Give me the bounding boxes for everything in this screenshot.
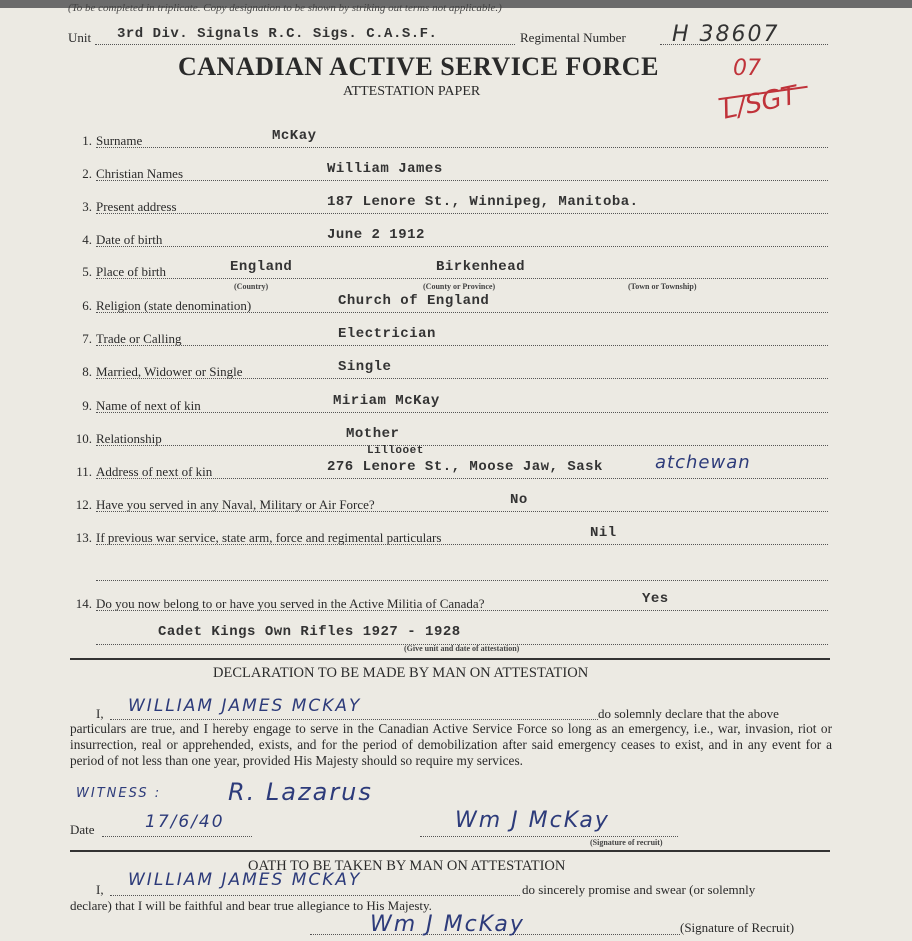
declaration-name: WILLIAM JAMES MCKAY (128, 696, 362, 716)
divider (70, 658, 830, 660)
oath-text: do sincerely promise and swear (or solemnly (522, 882, 756, 897)
field-number: 4. (82, 232, 92, 247)
field-number: 3. (82, 199, 92, 214)
field-label: Religion (state denomination) (96, 298, 252, 313)
field-number: 7. (82, 331, 92, 346)
militia-caption: (Give unit and date of attestation) (404, 644, 520, 653)
field-value: Yes (642, 591, 669, 607)
field-value: Church of England (338, 293, 490, 309)
field-value: Electrician (338, 326, 436, 342)
handwritten-address-end: atchewan (655, 452, 751, 473)
field-number: 12. (75, 497, 92, 512)
field-label: Have you served in any Naval, Military or Air Force? (96, 497, 375, 512)
field-label: Christian Names (96, 166, 184, 181)
annotation-rank: L/SGT (719, 80, 801, 126)
declaration-i: I, (96, 706, 104, 721)
field-label: Married, Widower or Single (96, 364, 243, 379)
field-number: 2. (82, 166, 92, 181)
field-label: Relationship (96, 431, 162, 446)
declaration-title: DECLARATION TO BE MADE BY MAN ON ATTESTATION (213, 665, 589, 681)
oath-signature-caption: (Signature of Recruit) (680, 920, 795, 935)
birth-town: Birkenhead (436, 259, 526, 275)
province-caption: (County or Province) (423, 282, 496, 291)
field-value: McKay (272, 128, 317, 144)
field-number: 13. (75, 530, 92, 545)
unit-value: 3rd Div. Signals R.C. Sigs. C.A.S.F. (117, 26, 438, 42)
divider (70, 850, 830, 852)
page-title: CANADIAN ACTIVE SERVICE FORCE (178, 52, 659, 81)
declaration-text: do solemnly declare that the above (598, 706, 779, 721)
date-value: 17/6/40 (145, 812, 225, 832)
field-number: 6. (82, 298, 92, 313)
page-subtitle: ATTESTATION PAPER (343, 84, 481, 99)
field-label: Date of birth (96, 232, 163, 247)
oath-i: I, (96, 882, 104, 897)
declaration-body: particulars are true, and I hereby engage to serve in the Canadian Active Service Force so long as an emergency, i.e., war, invasion, riot or insurrection, real or apprehended, exists, and for the period of demobilization after said emergency ceases to exist, and in any event for a period of not less than one year, provided His Majesty should so require my services. (70, 721, 832, 768)
militia-detail: Cadet Kings Own Rifles 1927 - 1928 (158, 624, 461, 640)
oath-recruit-signature: Wm J McKay (370, 912, 525, 937)
field-label: Name of next of kin (96, 398, 201, 413)
field-label: Place of birth (96, 264, 167, 279)
field-number: 8. (82, 364, 92, 379)
field-label: Address of next of kin (96, 464, 213, 479)
field-number: 14. (75, 596, 92, 611)
unit-label: Unit (68, 30, 92, 45)
field-label: Present address (96, 199, 177, 214)
town-caption: (Town or Township) (628, 282, 697, 291)
country-caption: (Country) (234, 282, 269, 291)
regimental-number-label: Regimental Number (520, 30, 626, 45)
recruit-signature: Wm J McKay (455, 808, 610, 833)
oath-name: WILLIAM JAMES MCKAY (128, 870, 362, 890)
field-value: June 2 1912 (327, 227, 425, 243)
field-number: 9. (82, 398, 92, 413)
field-value: 276 Lenore St., Moose Jaw, Sask (327, 459, 603, 475)
annotation-number: 07 (733, 56, 761, 81)
field-value: No (510, 492, 528, 508)
field-value: William James (327, 161, 443, 177)
field-number: 11. (76, 464, 92, 479)
date-label: Date (70, 822, 95, 837)
witness-label: WITNESS : (76, 786, 162, 801)
field-label: If previous war service, state arm, force and regimental particulars (96, 530, 442, 545)
field-value: England (230, 259, 293, 275)
field-label: Surname (96, 133, 143, 148)
oath-body: declare) that I will be faithful and bear true allegiance to His Majesty. (70, 898, 432, 913)
regimental-number-value: H 38607 (672, 22, 780, 47)
field-value: 187 Lenore St., Winnipeg, Manitoba. (327, 194, 639, 210)
address-correction: Lillooet (367, 445, 424, 457)
witness-signature: R. Lazarus (228, 778, 373, 806)
field-value: Single (338, 359, 392, 375)
field-value: Miriam McKay (333, 393, 440, 409)
instruction-text: (To be completed in triplicate. Copy designation to be shown by striking out terms not applicable.) (68, 2, 502, 14)
field-value: Mother (346, 426, 400, 442)
field-label: Trade or Calling (96, 331, 182, 346)
field-number: 5. (82, 264, 92, 279)
field-number: 1. (82, 133, 92, 148)
signature-caption: (Signature of recruit) (590, 838, 663, 847)
field-value: Nil (590, 525, 617, 541)
oath-title: OATH TO BE TAKEN BY MAN ON ATTESTATION (248, 858, 566, 874)
field-label: Do you now belong to or have you served in the Active Militia of Canada? (96, 596, 485, 611)
field-number: 10. (75, 431, 92, 446)
